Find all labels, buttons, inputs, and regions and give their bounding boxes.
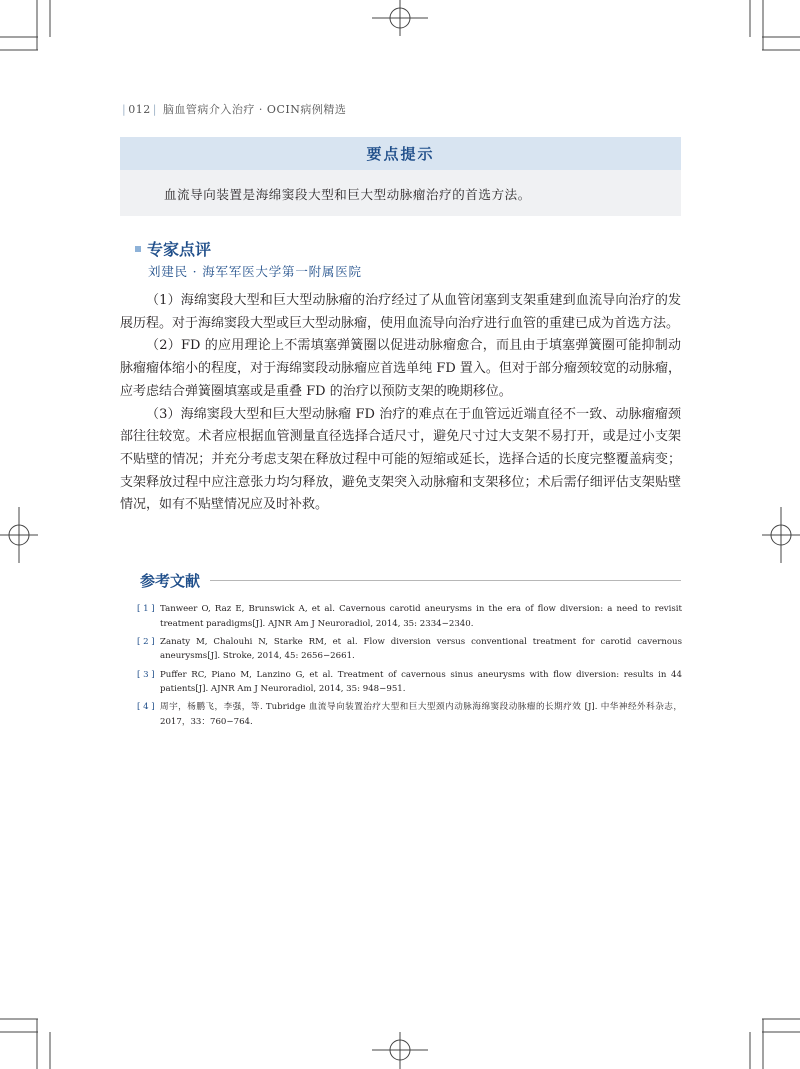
references-list (137, 602, 682, 733)
reference-number: [ 2 ] (137, 636, 155, 647)
page-number: 012 (128, 103, 151, 116)
comment-paragraph-3: （3）海绵窦段大型和巨大型动脉瘤 FD 治疗的难点在于血管远近端直径不一致、动脉瘤瘤颈部往往较宽。术者应根据血管测量直径选择合适尺寸，避免尺寸过大支架不易打开，或是过小支架不贴壁的情况；并充分考虑支架在释放过程中可能的短缩或延长，选择合适的长度完整覆盖病变；支架释放过程中应注意张力均匀释放，避免支架突入动脉瘤和支架移位；术后需仔细评估支架贴壁情况，如有不贴壁情况应及时补救。 (120, 406, 681, 513)
expert-comment-title: 专家点评 (147, 240, 212, 259)
references-heading (140, 570, 681, 591)
reference-item (137, 668, 682, 697)
reference-item (137, 602, 682, 631)
expert-comment-heading (135, 237, 211, 260)
reference-text: 周宇，杨鹏飞，李强，等. Tubridge 血流导向装置治疗大型和巨大型颈内动脉海绵窦段动脉瘤的长期疗效 [J]. 中华神经外科杂志，2017，33：760−764. (160, 702, 682, 727)
heading-square-icon (135, 246, 141, 252)
reference-item (137, 700, 682, 729)
expert-comment-author: 刘建民 · 海军军医大学第一附属医院 (148, 264, 362, 279)
reference-item (137, 635, 682, 664)
reference-number: [ 3 ] (137, 669, 155, 680)
comment-paragraph-2: （2）FD 的应用理论上不需填塞弹簧圈以促进动脉瘤愈合，而且由于填塞弹簧圈可能抑制动脉瘤瘤体缩小的程度，对于海绵窦段动脉瘤应首选单纯 FD 置入。但对于部分瘤颈较宽的动脉瘤，应考虑结合弹簧圈填塞或是重叠 FD 的治疗以预防支架的晚期移位。 (120, 338, 681, 399)
reference-text: Tanweer O, Raz E, Brunswick A, et al. Cavernous carotid aneurysms in the era of flow diversion: a need to revisit treatment paradigms[J]. AJNR Am J Neuroradiol, 2014, 35: 2334−2340. (160, 604, 682, 629)
comment-paragraph-1: （1）海绵窦段大型和巨大型动脉瘤的治疗经过了从血管闭塞到支架重建到血流导向治疗的发展历程。对于海绵窦段大型或巨大型动脉瘤，使用血流导向治疗进行血管的重建已成为首选方法。 (120, 293, 681, 331)
running-head: | 012 | 脑血管病介入治疗 · OCIN病例精选 (122, 103, 347, 116)
reference-number: [ 4 ] (137, 702, 155, 713)
reference-text: Puffer RC, Piano M, Lanzino G, et al. Treatment of cavernous sinus aneurysms with flow diversion: results in 44 patients[J]. AJNR Am J Neuroradiol, 2014, 35: 948−951. (160, 669, 682, 695)
key-points-title: 要点提示 (120, 137, 681, 170)
book-title: 脑血管病介入治疗 · OCIN病例精选 (162, 103, 347, 116)
references-title: 参考文献 (140, 572, 201, 590)
references-rule (210, 580, 681, 581)
key-points-box (120, 137, 681, 216)
reference-number: [ 1 ] (137, 604, 155, 614)
expert-comment-body (120, 290, 681, 517)
key-points-text: 血流导向装置是海绵窦段大型和巨大型动脉瘤治疗的首选方法。 (164, 187, 531, 202)
reference-text: Zanaty M, Chalouhi N, Starke RM, et al. Flow diversion versus conventional treatment for carotid cavernous aneurysms[J]. Stroke, 2014, 45: 2656−2661. (160, 636, 682, 662)
